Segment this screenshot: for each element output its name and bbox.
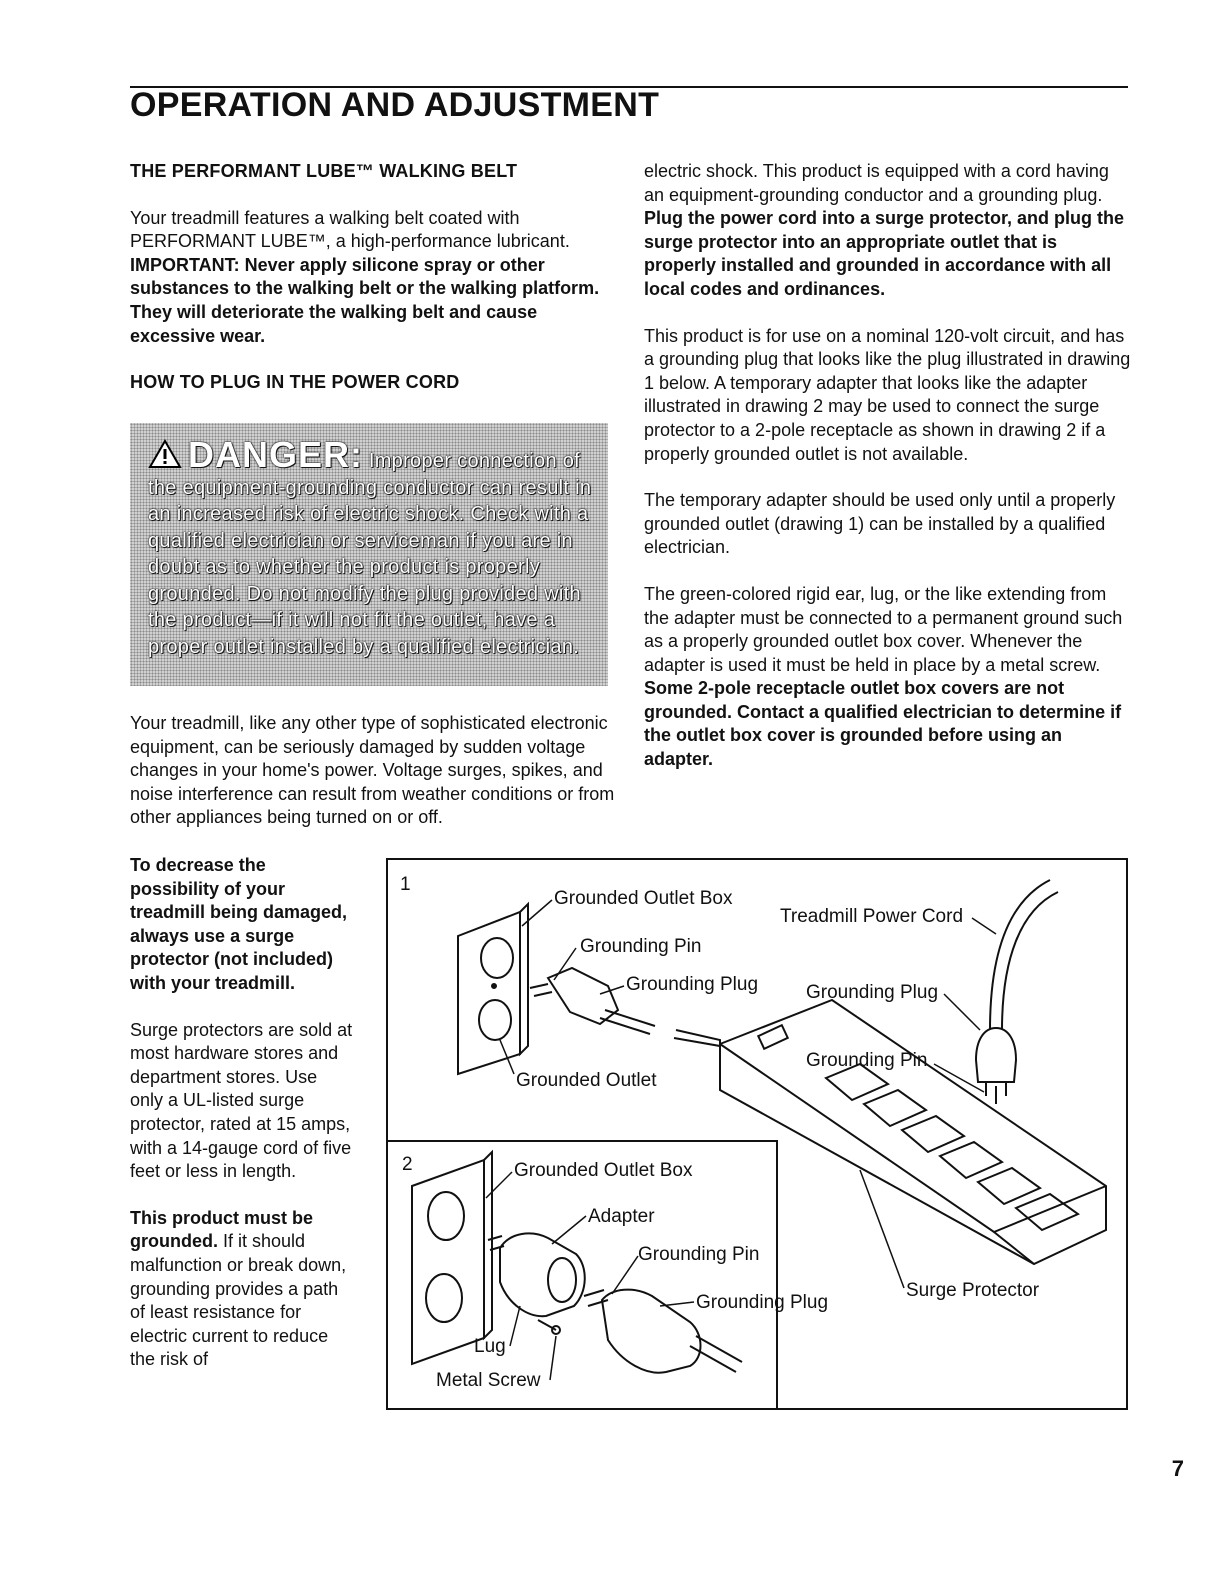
circuit-paragraph: This product is for use on a nominal 120-volt circuit, and has a grounding plug that looks like the plug illustrated in drawing 1 below. A temporary adapter that looks like the adapter illustrated in drawing 2 may be used to connect the surge protector to a 2-pole receptacle as shown in drawing 2 if a properly grounded outlet is not available. (644, 325, 1131, 464)
label-grounding-pin-2: Grounding Pin (638, 1244, 760, 1265)
adapter-paragraph: The temporary adapter should be used only until a properly grounded outlet (drawing 1) can be installed by a qualified electrician. (644, 490, 1116, 558)
lube-important-text: IMPORTANT: Never apply silicone spray or other substances to the walking belt or the walking platform. They will deteriorate the walking belt and cause excessive wear. (130, 254, 600, 346)
label-grounding-plug-1: Grounding Plug (626, 974, 759, 995)
drawing-2-number: 2 (402, 1154, 413, 1175)
surge-recommendation: To decrease the possibility of your treadmill being damaged, always use a surge protector (not included) with your treadmill. (130, 855, 348, 993)
danger-word: DANGER: (188, 434, 363, 475)
grounding-bold-text: This product must be grounded. (130, 1207, 314, 1252)
label-surge-protector: Surge Protector (906, 1280, 1040, 1301)
lube-text: Your treadmill features a walking belt coated with PERFORMANT LUBE™, a high-performance lubricant. (130, 207, 570, 252)
label-grounding-plug-right: Grounding Plug (806, 982, 939, 1003)
shock-text: electric shock. This product is equipped with a cord having an equipment-grounding conductor and a grounding plug. (644, 161, 1109, 205)
section-heading-power-cord: HOW TO PLUG IN THE POWER CORD (130, 372, 460, 393)
grounding-text: If it should malfunction or break down, grounding provides a path of least resistance for electric current to reduce the risk of (130, 1231, 347, 1370)
outlet-box-1 (458, 904, 528, 1074)
page-number: 7 (1171, 1456, 1184, 1481)
label-adapter: Adapter (588, 1206, 655, 1227)
label-grounding-plug-2: Grounding Plug (696, 1292, 829, 1313)
label-metal-screw: Metal Screw (436, 1370, 541, 1391)
plug-instruction-text: Plug the power cord into a surge protector, and plug the surge protector into an appropriate outlet that is properly installed and grounded in accordance with all local codes and ordinances. (644, 208, 1125, 299)
label-grounding-pin-right: Grounding Pin (806, 1050, 928, 1071)
section-heading-lube: THE PERFORMANT LUBE™ WALKING BELT (130, 161, 518, 181)
label-grounded-outlet-box-2: Grounded Outlet Box (514, 1160, 693, 1181)
treadmill-plug (976, 880, 1058, 1104)
label-grounded-outlet: Grounded Outlet (516, 1070, 657, 1091)
lug-text: The green-colored rigid ear, lug, or the like extending from the adapter must be connected to a permanent ground such as a properly grounded outlet box cover. Whenever the adapter is used it must be held in place by a metal screw. (644, 583, 1123, 675)
drawing-1-number: 1 (400, 874, 411, 895)
page-title: OPERATION AND ADJUSTMENT (130, 86, 660, 124)
label-treadmill-power-cord: Treadmill Power Cord (780, 906, 964, 927)
label-grounded-outlet-box-1: Grounded Outlet Box (554, 888, 733, 909)
surge-spec-paragraph: Surge protectors are sold at most hardware stores and department stores. Use only a UL-listed surge protector, rated at 15 amps, with a 14-gauge cord of five feet or less in length. (130, 1019, 353, 1182)
label-lug: Lug (474, 1336, 506, 1357)
cover-warning-text: Some 2-pole receptacle outlet box covers are not grounded. Contact a qualified electrician to determine if the outlet box cover is grounded before using an adapter. (644, 678, 1122, 770)
surge-intro-paragraph: Your treadmill, like any other type of sophisticated electronic equipment, can be seriously damaged by sudden voltage changes in your home's power. Voltage surges, spikes, and noise interference can result from weather conditions or from other appliances being turned on or off. (130, 713, 615, 828)
label-grounding-pin-1: Grounding Pin (580, 936, 702, 957)
danger-message: Improper connection of the equipment-grounding conductor can result in an increased risk of electric shock. Check with a qualified electrician or serviceman if you are in doubt as to whether the product is properly grounded. Do not modify the plug provided with the product—if it will not fit the outlet, have a proper outlet installed by a qualified electrician. (148, 450, 592, 658)
